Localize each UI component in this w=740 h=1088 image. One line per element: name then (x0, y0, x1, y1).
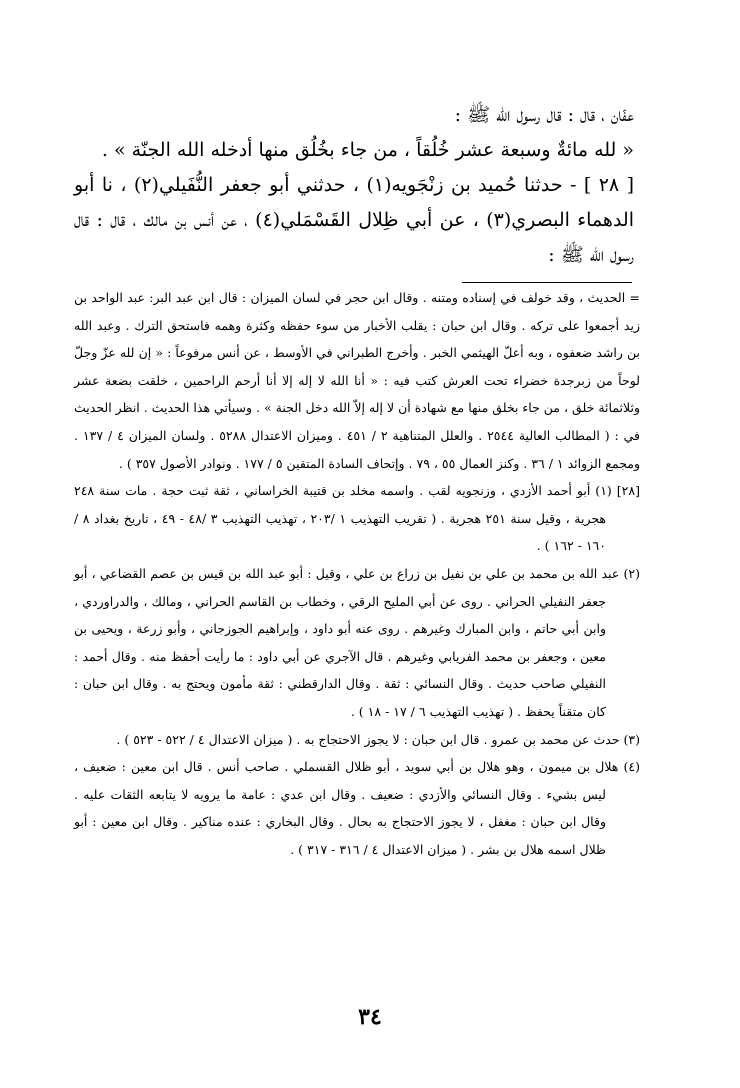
page-number: ٣٤ (358, 1004, 382, 1030)
footnotes (74, 284, 640, 863)
footnote-continuation: = الحديث ، وقد خولف في إسناده ومتنه . وقال ابن حجر في لسان الميزان : قال ابن عبد البر: عبد الواحد بن زيد أجمعوا على تركه . وقال ابن حبان : يقلب الأخبار من سوء حفظه وكثرة وهمه فاستحق الترك . وعبد الله بن راشد ضعفوه ، وبه أعلّ الهيثمي الخبر . وأخرج الطبراني في الأوسط ، عن أنس مرفوعاً : « إن لله عزّ وجلّ لوحاً من زبرجدة خضراء تحت العرش كتب فيه : « أنا الله لا إله إلا أنا أرحم الراحمين ، خلقت بضعة عشر وثلاثمائة خلق ، من جاء بخلق منها مع شهادة أن لا إله إلاّ الله دخل الجنة » . وسيأتي هذا الحديث . انظر الحديث في : ( المطالب العالية ٢٥٤٤ . والعلل المتناهية ٢ / ٤٥١ . وميزان الاعتدال ٥٢٨٨ . ولسان الميزان ٤ / ١٣٧ . ومجمع الزوائد ١ / ٣٦ . وكنز العمال ٥٥ ، ٧٩ . وإتحاف السادة المتقين ٥ / ١٧٧ . ونوادر الأصول ٣٥٧ ) . (74, 290, 641, 471)
hadith-chain-28: [ ٢٨ ] - حدثنا حُميد بن زنْجَويه(١) ، حدثني أبو جعفر النُّفَيلي(٢) ، نا أبو الدهماء البصري(٣) ، عن أبي ظِلال القَسْمَلي(٤) ، عن أنس بن مالك ، قال : قال رسول الله ﷺ : (74, 174, 634, 266)
main-text (74, 98, 634, 273)
footnote-divider (462, 282, 632, 283)
footnote-1: [٢٨] (١) أبو أحمد الأزدي ، وزنجويه لقب . واسمه مخلد بن قتيبة الخراساني ، ثقة ثبت حجة . مات سنة ٢٤٨ هجرية ، وقيل سنة ٢٥١ هجرية . ( تقريب التهذيب ١ /٢٠٣ ، تهذيب التهذيب ٣ /٤٨ - ٤٩ ، تاريخ بغداد ٨ /١٦٠ - ١٦٢ ) . (74, 483, 640, 554)
footnote-3: (٣) حدث عن محمد بن عمرو . قال ابن حبان : لا يجوز الاحتجاج به . ( ميزان الاعتدال ٤ / ٥٢٢ - ٥٢٣ ) . (116, 731, 640, 747)
footnote-4: (٤) هلال بن ميمون ، وهو هلال بن أبي سويد ، أبو ظلال القسملي . صاحب أنس . قال ابن معين : ضعيف ، ليس بشيء . وقال النسائي والأزدي : ضعيف . وقال ابن عدي : عامة ما يرويه لا يتابعه الثقات عليه . وقال ابن حبان : مغفل ، لا يجوز الاحتجاج به بحال . وقال البخاري : عنده مناكير . وقال ابن معين : أبو ظلال اسمه هلال بن بشر . ( ميزان الاعتدال ٤ / ٣١٦ - ٣١٧ ) . (74, 759, 640, 857)
hadith-quote: « لله مائةٌ وسبعة عشر خُلُقاً ، من جاء بخُلُق منها أدخله الله الجنّة » . (101, 139, 634, 161)
main-line-1: عفّان ، قال : قال رسول الله ﷺ : (454, 104, 634, 126)
footnote-2: (٢) عبد الله بن محمد بن علي بن نفيل بن زراع بن علي ، وقيل : أبو عبد الله بن قيس بن عصم القضاعي ، أبو جعفر النفيلي الحراني . روى عن أبي المليح الرقي ، وخطاب بن القاسم الحراني ، ومالك ، والدراوردي ، وابن أبي حاتم ، وابن المبارك وغيرهم . روى عنه أبو داود ، وإبراهيم الجوزجاني ، وأبو زرعة ، ويحيى بن معين ، وجعفر بن محمد الفريابي وغيرهم . قال الآجري عن أبي داود : ما رأيت أحفظ منه . وقال أحمد : النفيلي صاحب حديث . وقال النسائي : ثقة . وقال الدارقطني : ثقة مأمون ويحتج به . وقال ابن حبان : كان متقناً يحفظ . ( تهذيب التهذيب ٦ / ١٧ - ١٨ ) . (74, 565, 640, 719)
